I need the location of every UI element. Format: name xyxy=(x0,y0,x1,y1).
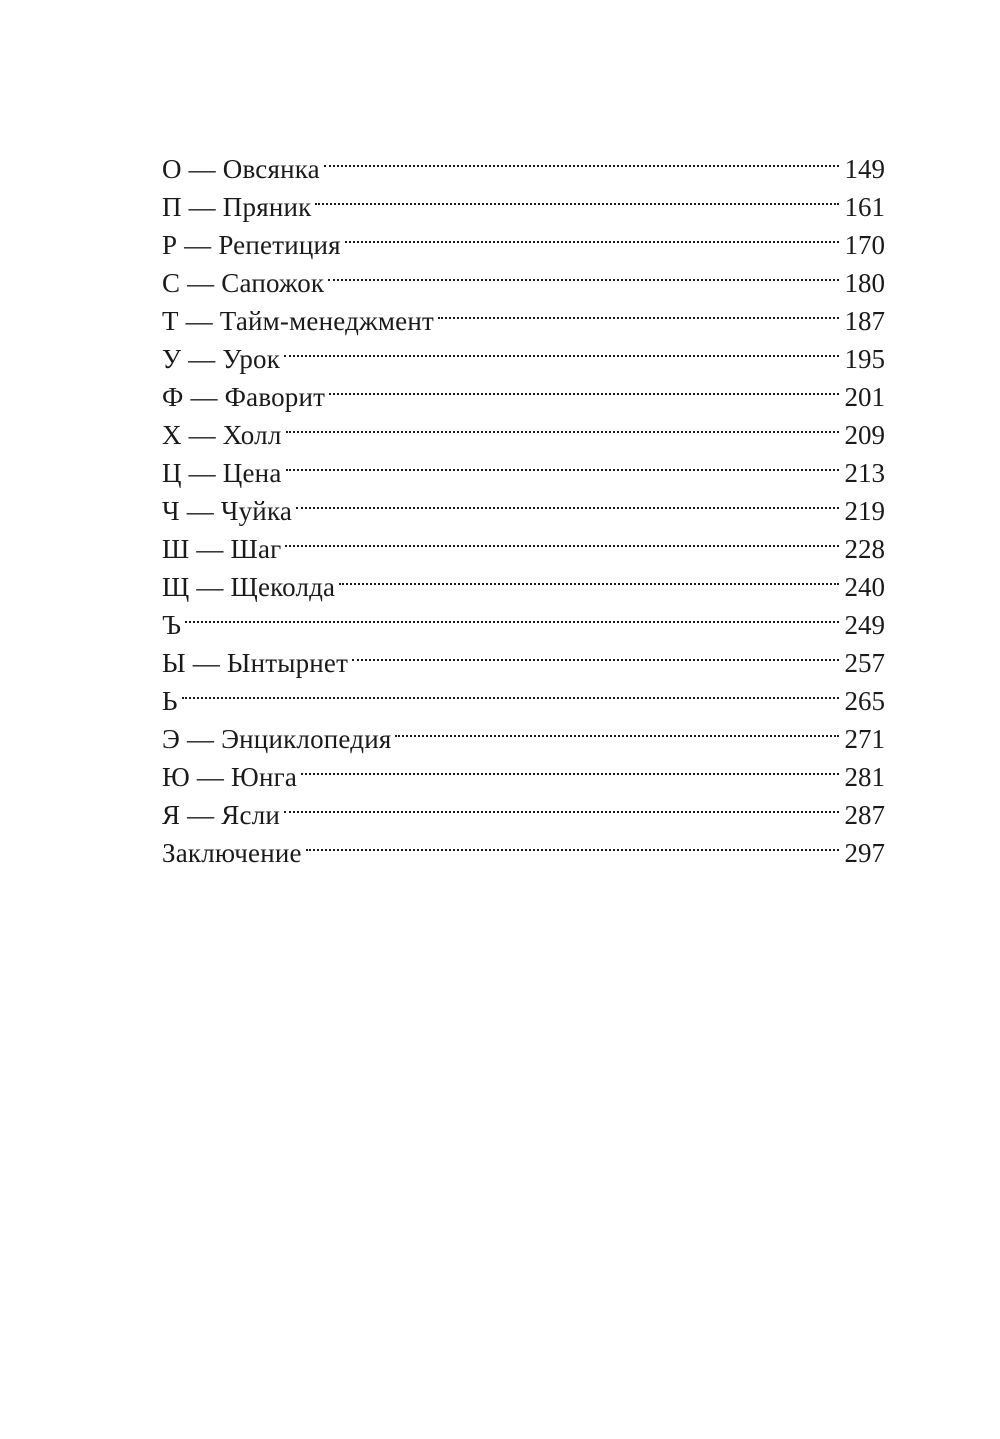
toc-entry-title: Ш — Шаг xyxy=(162,534,282,564)
toc-entry-title: Заключение xyxy=(162,838,302,868)
toc-entry xyxy=(162,634,885,678)
toc-entry-title: У — Урок xyxy=(162,344,281,374)
toc-dot-leader xyxy=(185,596,838,634)
toc-entry-page: 170 xyxy=(844,230,885,260)
toc-entry-title: О — Овсянка xyxy=(162,154,320,184)
table-of-contents xyxy=(162,140,885,868)
toc-entry-page: 249 xyxy=(844,610,885,640)
toc-entry-page: 287 xyxy=(844,800,885,830)
toc-dot-leader xyxy=(438,292,839,330)
toc-entry-page: 187 xyxy=(844,306,885,336)
toc-entry-page: 201 xyxy=(844,382,885,412)
toc-entry-title: Щ — Щеколда xyxy=(162,572,336,602)
toc-entry xyxy=(162,672,885,716)
toc-entry-page: 271 xyxy=(844,724,885,754)
toc-entry-page: 180 xyxy=(844,268,885,298)
toc-entry xyxy=(162,140,885,184)
toc-dot-leader xyxy=(324,140,839,178)
toc-dot-leader xyxy=(345,216,839,254)
toc-entry-page: 161 xyxy=(844,192,885,222)
toc-dot-leader xyxy=(284,330,838,368)
toc-entry-page: 240 xyxy=(844,572,885,602)
toc-dot-leader xyxy=(339,558,838,596)
toc-entry-page: 209 xyxy=(844,420,885,450)
toc-entry-page: 213 xyxy=(844,458,885,488)
toc-dot-leader xyxy=(284,786,838,824)
toc-entry xyxy=(162,596,885,640)
toc-entry-page: 228 xyxy=(844,534,885,564)
toc-entry-title: Ъ xyxy=(162,610,182,640)
toc-entry-page: 265 xyxy=(844,686,885,716)
toc-entry-title: Ф — Фаворит xyxy=(162,382,326,412)
toc-entry-title: Ь xyxy=(162,686,178,716)
toc-entry-title: П — Пряник xyxy=(162,192,312,222)
toc-dot-leader xyxy=(395,710,838,748)
toc-entry xyxy=(162,710,885,754)
toc-entry-title: Р — Репетиция xyxy=(162,230,341,260)
toc-dot-leader xyxy=(301,748,838,786)
toc-dot-leader xyxy=(286,444,839,482)
toc-dot-leader xyxy=(285,520,838,558)
toc-entry-page: 195 xyxy=(844,344,885,374)
toc-dot-leader xyxy=(286,406,839,444)
toc-entry-page: 219 xyxy=(844,496,885,526)
toc-entry-title: Ц — Цена xyxy=(162,458,282,488)
toc-entry-title: Ч — Чуйка xyxy=(162,496,293,526)
toc-entry-title: Ы — Ынтырнет xyxy=(162,648,349,678)
toc-entry-title: Э — Энциклопедия xyxy=(162,724,392,754)
toc-entry-title: Ю — Юнга xyxy=(162,762,298,792)
toc-dot-leader xyxy=(329,368,838,406)
toc-dot-leader xyxy=(296,482,838,520)
toc-dot-leader xyxy=(315,178,838,216)
toc-entry-title: Х — Холл xyxy=(162,420,282,450)
toc-dot-leader xyxy=(328,254,838,292)
toc-entry-page: 281 xyxy=(844,762,885,792)
toc-entry-title: Я — Ясли xyxy=(162,800,281,830)
toc-entry-page: 149 xyxy=(844,154,885,184)
toc-dot-leader xyxy=(306,824,839,862)
toc-entry-page: 257 xyxy=(844,648,885,678)
toc-dot-leader xyxy=(352,634,838,672)
toc-entry-title: С — Сапожок xyxy=(162,268,325,298)
toc-entry-page: 297 xyxy=(844,838,885,868)
toc-dot-leader xyxy=(182,672,839,710)
toc-entry-title: Т — Тайм-менеджмент xyxy=(162,306,434,336)
